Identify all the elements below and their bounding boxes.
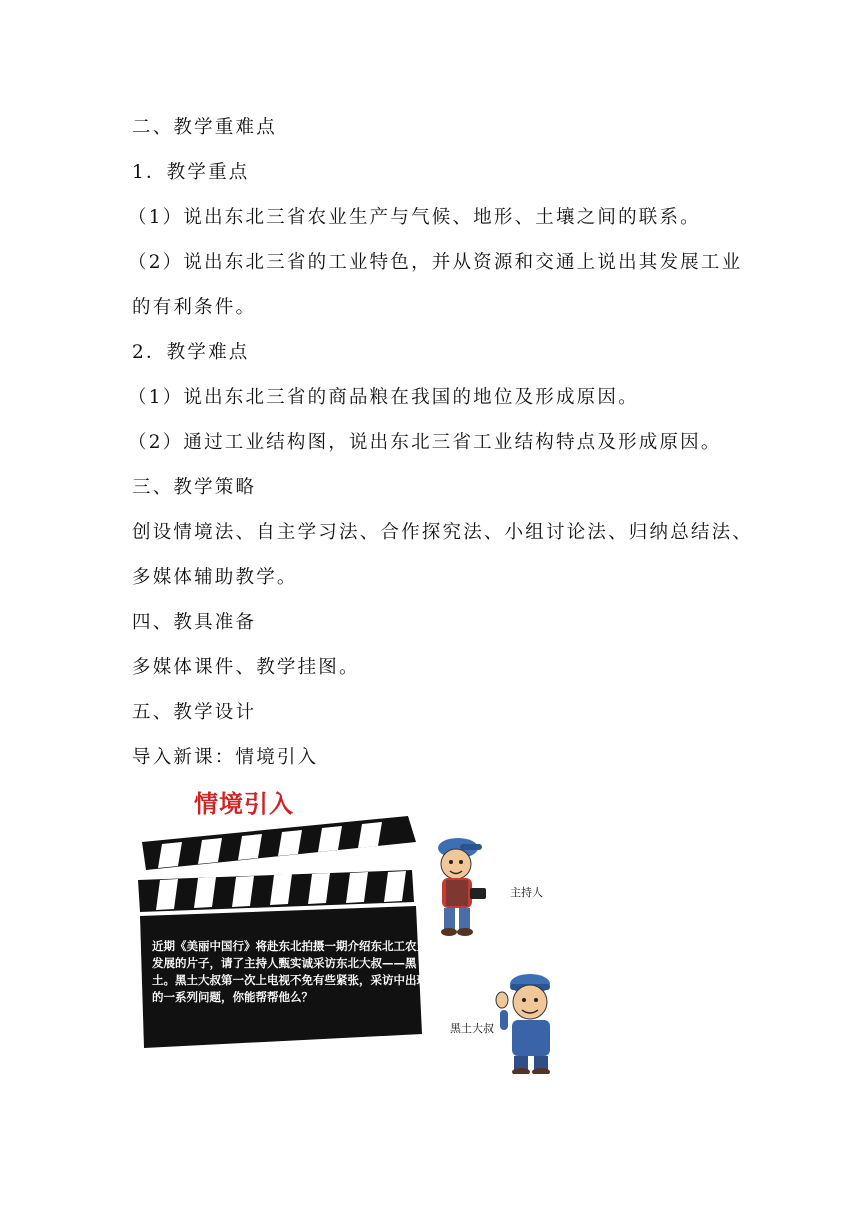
subheading-key-points: 1．教学重点 — [132, 162, 250, 183]
uncle-cartoon — [496, 974, 550, 1074]
key-point-2-continued: 的有利条件。 — [132, 297, 257, 318]
section-heading-tools: 四、教具准备 — [132, 612, 257, 633]
clapperboard-drawing — [132, 784, 572, 1074]
uncle-label: 黑土大叔 — [450, 1022, 494, 1035]
section-heading-design: 五、教学设计 — [132, 702, 257, 723]
section-heading-difficulties: 二、教学重难点 — [132, 117, 277, 138]
key-point-2: （2）说出东北三省的工业特色，并从资源和交通上说出其发展工业 — [128, 252, 743, 273]
strategy-text: 创设情境法、自主学习法、合作探究法、小组讨论法、归纳总结法、 — [132, 522, 754, 543]
host-label: 主持人 — [510, 886, 543, 899]
difficult-point-1: （1）说出东北三省的商品粮在我国的地位及形成原因。 — [128, 387, 639, 408]
difficult-point-2: （2）通过工业结构图，说出东北三省工业结构特点及形成原因。 — [128, 432, 722, 453]
clapper-arm-bottom — [138, 870, 414, 912]
scenario-description: 近期《美丽中国行》将赴东北拍摄一期介绍东北工农业发展的片子，请了主持人甄实诚采访东北大叔——黑土。黑土大叔第一次上电视不免有些紧张，采访中出现的一系列问题，你能帮帮他么？ — [152, 939, 428, 1004]
scenario-illustration — [132, 784, 572, 1074]
illustration-title: 情境引入 — [194, 790, 294, 818]
tools-text: 多媒体课件、教学挂图。 — [132, 657, 360, 678]
clapper-arm-top — [142, 816, 416, 870]
subheading-difficult-points: 2．教学难点 — [132, 342, 250, 363]
strategy-text-continued: 多媒体辅助教学。 — [132, 567, 298, 588]
design-intro-text: 导入新课：情境引入 — [132, 747, 319, 768]
section-heading-strategy: 三、教学策略 — [132, 477, 257, 498]
key-point-1: （1）说出东北三省农业生产与气候、地形、土壤之间的联系。 — [128, 207, 701, 228]
host-cartoon — [438, 838, 486, 936]
